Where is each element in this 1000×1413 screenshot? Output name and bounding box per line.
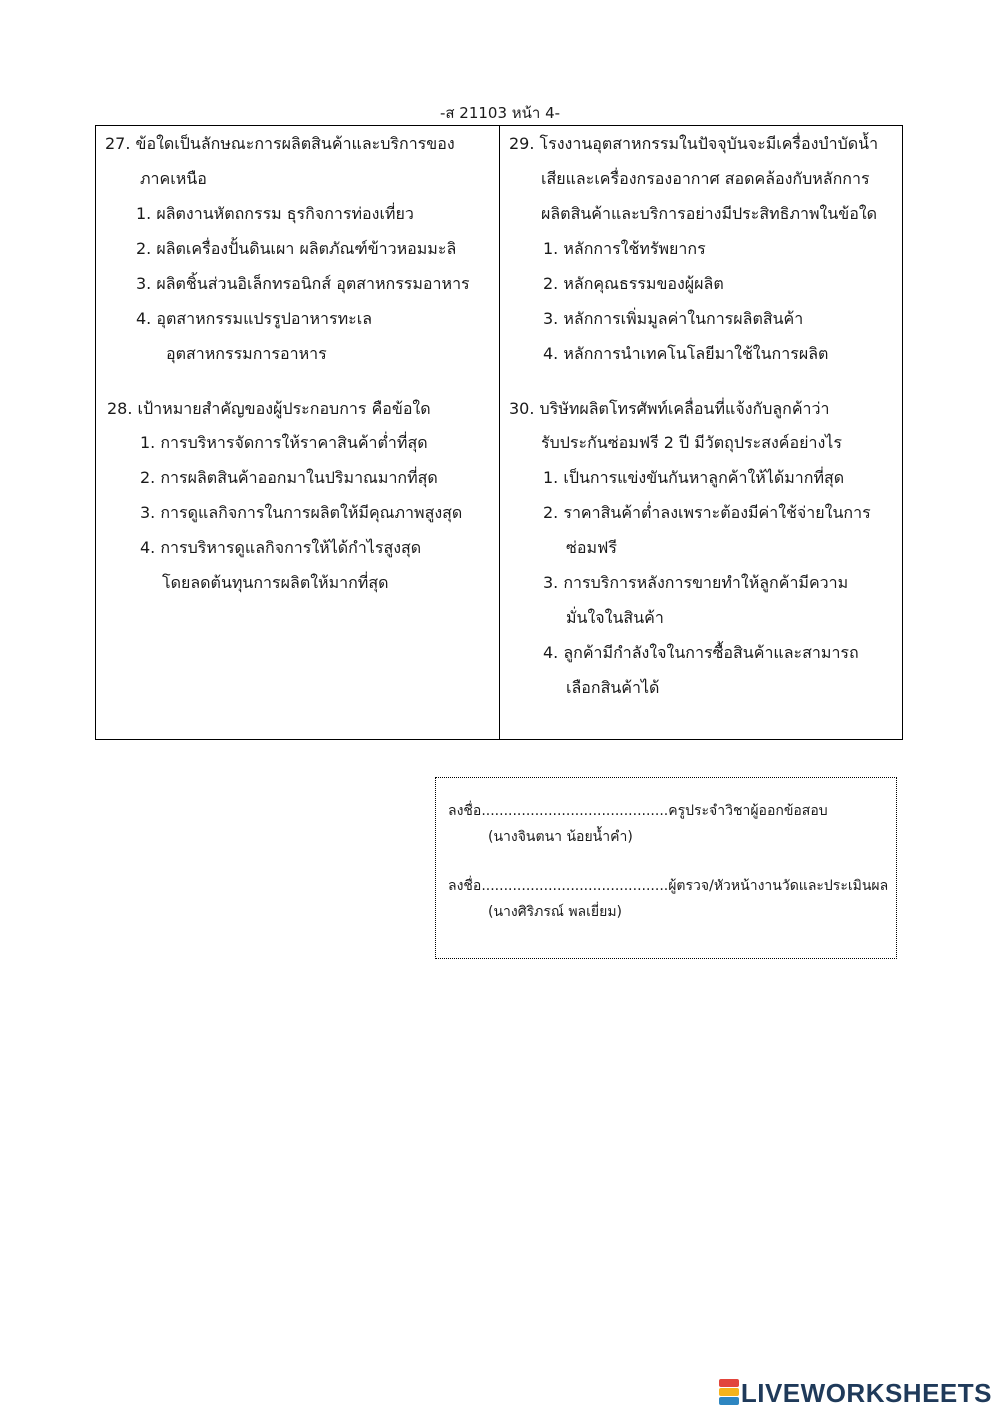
q27-option-4[interactable]: 4. อุตสาหกรรมแปรรูปอาหารทะเล <box>136 309 373 328</box>
signature-line-teacher: ลงชื่อ..........................................ครูประจำวิชาผู้ออกข้อสอบ <box>448 803 828 819</box>
q27-option-3[interactable]: 3. ผลิตชิ้นส่วนอิเล็กทรอนิกส์ อุตสาหกรรมอาหาร <box>136 274 470 293</box>
signature-name-teacher: (นางจินตนา น้อยน้ำคำ) <box>488 829 633 845</box>
q29-stem-line1: 29. โรงงานอุตสาหกรรมในปัจจุบันจะมีเครื่องบำบัดน้ำ <box>509 134 879 153</box>
q29-option-3[interactable]: 3. หลักการเพิ่มมูลค่าในการผลิตสินค้า <box>543 309 804 328</box>
q28-option-3[interactable]: 3. การดูแลกิจการในการผลิตให้มีคุณภาพสูงสุด <box>140 503 463 522</box>
signature-line-reviewer: ลงชื่อ..........................................ผู้ตรวจ/หัวหน้างานวัดและประเมินผล <box>448 878 889 894</box>
q28-option-4[interactable]: 4. การบริหารดูแลกิจการให้ได้กำไรสูงสุด <box>140 538 422 557</box>
q28-stem: 28. เป้าหมายสำคัญของผู้ประกอบการ คือข้อใด <box>107 399 431 418</box>
q30-option-2[interactable]: 2. ราคาสินค้าต่ำลงเพราะต้องมีค่าใช้จ่ายในการ <box>543 503 871 522</box>
q28-option-1[interactable]: 1. การบริหารจัดการให้ราคาสินค้าต่ำที่สุด <box>140 433 428 452</box>
liveworksheets-logo <box>719 1378 992 1408</box>
q30-option-3-cont: มั่นใจในสินค้า <box>566 608 664 627</box>
q27-stem-line1: 27. ข้อใดเป็นลักษณะการผลิตสินค้าและบริการของ <box>105 134 455 153</box>
q28-option-2[interactable]: 2. การผลิตสินค้าออกมาในปริมาณมากที่สุด <box>140 468 438 487</box>
q27-stem-line2: ภาคเหนือ <box>140 169 207 188</box>
logo-text: LIVEWORKSHEETS <box>740 1377 992 1408</box>
q30-option-2-cont: ซ่อมฟรี <box>566 538 617 557</box>
q27-option-4-cont: อุตสาหกรรมการอาหาร <box>166 344 327 363</box>
q30-option-1[interactable]: 1. เป็นการแข่งขันกันหาลูกค้าให้ได้มากที่สุด <box>543 468 845 487</box>
column-divider <box>499 126 500 739</box>
signature-box <box>435 777 897 959</box>
q29-option-4[interactable]: 4. หลักการนำเทคโนโลยีมาใช้ในการผลิต <box>543 344 829 363</box>
q30-stem-line2: รับประกันซ่อมฟรี 2 ปี มีวัตถุประสงค์อย่างไร <box>541 433 842 452</box>
q27-option-2[interactable]: 2. ผลิตเครื่องปั้นดินเผา ผลิตภัณฑ์ข้าวหอมมะลิ <box>136 239 457 258</box>
q30-option-4[interactable]: 4. ลูกค้ามีกำลังใจในการซื้อสินค้าและสามารถ <box>543 643 859 662</box>
liveworksheets-logo-icon <box>719 1379 739 1407</box>
q30-stem-line1: 30. บริษัทผลิตโทรศัพท์เคลื่อนที่แจ้งกับลูกค้าว่า <box>509 399 830 418</box>
page-header: -ส 21103 หน้า 4- <box>439 104 561 122</box>
question-table <box>95 125 903 740</box>
q29-stem-line2: เสียและเครื่องกรองอากาศ สอดคล้องกับหลักการ <box>541 169 870 188</box>
q30-option-3[interactable]: 3. การบริการหลังการขายทำให้ลูกค้ามีความ <box>543 573 849 592</box>
q28-option-4-cont: โดยลดต้นทุนการผลิตให้มากที่สุด <box>162 573 389 592</box>
q30-option-4-cont: เลือกสินค้าได้ <box>566 678 660 697</box>
q27-option-1[interactable]: 1. ผลิตงานหัตถกรรม ธุรกิจการท่องเที่ยว <box>136 204 414 223</box>
q29-option-2[interactable]: 2. หลักคุณธรรมของผู้ผลิต <box>543 274 724 293</box>
q29-stem-line3: ผลิตสินค้าและบริการอย่างมีประสิทธิภาพในข้อใด <box>541 204 878 223</box>
signature-name-reviewer: (นางศิริภรณ์ พลเยี่ยม) <box>488 904 623 920</box>
q29-option-1[interactable]: 1. หลักการใช้ทรัพยากร <box>543 239 706 258</box>
